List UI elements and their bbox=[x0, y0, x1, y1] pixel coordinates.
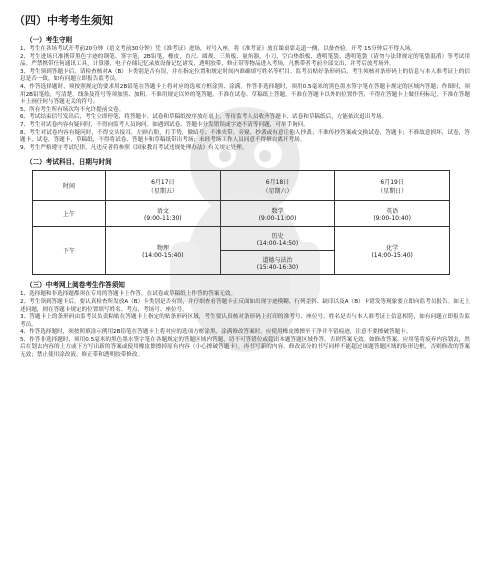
answer-notes-list bbox=[8, 291, 476, 359]
exam-cell bbox=[335, 201, 450, 227]
day-date: 6月18日 bbox=[265, 178, 290, 186]
rule-item: 5、所有考生所有场次均不允许提前交卷。 bbox=[20, 106, 125, 113]
rule-item: 3、考生领到答题卡后，请检查核对A（B）卡类别是否有误，并在指定位置和规定时间内准确填写姓名等栏目。监考员贴好条形码后，考生须核对条形码上的信息与本人准考证上的信息是否一致，如有问题立即报告监考员。 bbox=[20, 68, 470, 83]
rules-list bbox=[8, 46, 476, 152]
rule-item: 7、考生对试卷内容有疑问时，不得向监考人员询问。如遇到试卷、答题卡分发错误或字迹不清等问题，可举手询问。 bbox=[20, 121, 309, 128]
exam-cell bbox=[335, 227, 450, 275]
page-title: （四）中考考生须知 bbox=[14, 14, 113, 27]
section-heading-schedule: （二）考试科目、日期与时间 bbox=[26, 158, 112, 167]
day-header-cell bbox=[106, 171, 221, 201]
rule-item: 9、考生严格遵守考试纪律，凡违反者将参照《国家教育考试违规处理办法》有关规定处理。 bbox=[20, 144, 248, 151]
day-weekday: （星期五） bbox=[147, 187, 178, 195]
exam-subject: 历史 bbox=[271, 232, 284, 240]
section-heading-answer-notes: （三）中考网上阅卷考生作答须知 bbox=[26, 281, 125, 290]
afternoon-label-cell: 下午 bbox=[33, 227, 106, 275]
section-heading-rules: （一）考生守则 bbox=[26, 36, 73, 44]
exam-cell bbox=[220, 227, 335, 251]
exam-cell bbox=[106, 201, 221, 227]
note-item: 5、作答非选择题时，须用0.5毫米的黑色墨水签字笔在各题规定的答题区域内答题，切不可答错位或超出本题答题区域作答，否则答案无效。如修改答案，应用笔将废弃内容划去，然后在划去内容的上方或下方写出新的答案或使用橡皮擦擦掉原有内容（小心擦破答题卡），再书写新的内容。修改部分的书写同样不能超过该题答题区域的矩形边框，否则修改的答案无效；禁止使用涂改液、修正带和透明胶带修改。 bbox=[20, 336, 470, 359]
exam-cell bbox=[220, 251, 335, 275]
table-corner-cell: 时间 bbox=[33, 171, 106, 201]
note-item: 3、答题卡上的条形码由监考员负责粘贴在答题卡上指定的贴条形码区域，考生要认真核对条形码上打印的准考号、座位号、姓名是否与本人准考证上信息相符，如有问题立即报告监考员。 bbox=[20, 314, 470, 328]
day-date: 6月17日 bbox=[151, 178, 175, 186]
morning-label-cell: 上午 bbox=[33, 201, 106, 227]
exam-subject: 语文 bbox=[156, 207, 169, 215]
day-date: 6月19日 bbox=[380, 178, 404, 186]
day-header-cell bbox=[335, 171, 450, 201]
rule-item: 8、考生对试卷内容有疑问时，不得交头接耳，左顾右盼，打手势，做暗号；不准夹带、旁窥、抄袭或有意让他人抄袭；不准传抄答案或交换试卷，答题卡；不准故意损坏，试卷，答题卡，试卷，答题卡，草稿纸，不得将试卷、答题卡和草稿纸带出考场；未经考场工作人员同意不得擅自离开考场。 bbox=[20, 129, 470, 144]
exam-subject: 物理 bbox=[156, 244, 169, 252]
exam-time: (14:00-15:40) bbox=[142, 251, 184, 259]
exam-subject: 化学 bbox=[386, 244, 399, 252]
exam-subject: 数学 bbox=[271, 207, 284, 215]
rule-item: 1、考生在各场考试开考前20分钟（语文考前30分钟）凭《准考证》进场，对号入座，将《准考证》放在课桌靠走道一侧，以备查验。开考 15分钟后不得入场。 bbox=[20, 46, 416, 52]
rule-item: 4、作答选择题时，须按照规定的要求用2B铅笔在答题卡上将对应的选项方框涂黑、涂满。作答非选择题时，须用0.5毫米的黑色墨水签字笔在答题卡规定的区域内答题；作图时，须用2B铅笔绘，写清楚，线条及符号等须加黑、加粗。不准用规定以外的笔答题，不准在试卷、草稿纸上答题，不准在答题卡以外的位置作答，不得在答题卡上做任何标记，不准在答题卡上画任何与答题无关的符号。 bbox=[20, 83, 470, 106]
exam-time: (14:00-14:50) bbox=[256, 239, 299, 247]
exam-time: (9:00-10:40) bbox=[373, 214, 411, 222]
exam-cell bbox=[220, 201, 335, 227]
exam-cell bbox=[106, 227, 221, 275]
day-weekday: （星期日） bbox=[377, 187, 408, 195]
exam-schedule-table bbox=[32, 170, 450, 275]
day-header-cell bbox=[220, 171, 335, 201]
exam-time: (15:40-16:30) bbox=[256, 263, 299, 271]
note-item: 1、选择题和非选择题都须在专用的答题卡上作答，在试卷或草稿纸上作答的答案无效。 bbox=[20, 291, 237, 298]
note-item: 4、作答选择题时，须按照填涂示例用2B铅笔在答题卡上将对应的选项方框涂黑、涂满修改答案时，应使用橡皮擦擦至干净并不留痕迹，注意不要擦破答题卡。 bbox=[20, 329, 412, 336]
exam-subject: 英语 bbox=[386, 207, 399, 215]
exam-time: (14:00-15:40) bbox=[371, 251, 413, 259]
day-weekday: （星期六） bbox=[262, 187, 293, 195]
note-item: 2、考生领到答题卡后，要认真检查所发放A（B）卡类别是否有误，并仔细查看答题卡正反面如出现字迹模糊、行列歪斜、缺印以及A（B）卡错发等现象要立即向监考员报告。如无上述问题，则在答题卡规定的位置填写姓名、考点、考场号、座位号。 bbox=[20, 298, 470, 313]
exam-subject: 道德与法治 bbox=[262, 256, 293, 264]
exam-time: (9:00-11:30) bbox=[144, 214, 182, 222]
rule-item: 6、考试结束信号发出后，考生立即停笔，将答题卡、试卷和草稿纸按序放在桌上，等待监考人员收齐答题卡、试卷和草稿纸后，方能依次退出考场。 bbox=[20, 114, 388, 121]
rule-item: 2、考生进场只准携带黑色字迹的钢笔、签字笔，2B铅笔，橡皮，直尺、圆规、三角板、量角器，小刀、空白垫纸板、透明笔袋、透明笔袋（请勿与法律规定的笔袋混淆）等考试用品。严禁携带任何通讯工具，计算器，电子存储记忆录放设备记忆诸发，透明胶带，修正带等物品进入考场，凡携带者考前全部交出，并考后放考场外。 bbox=[20, 53, 470, 68]
exam-time: (9:00-11:00) bbox=[258, 214, 297, 222]
